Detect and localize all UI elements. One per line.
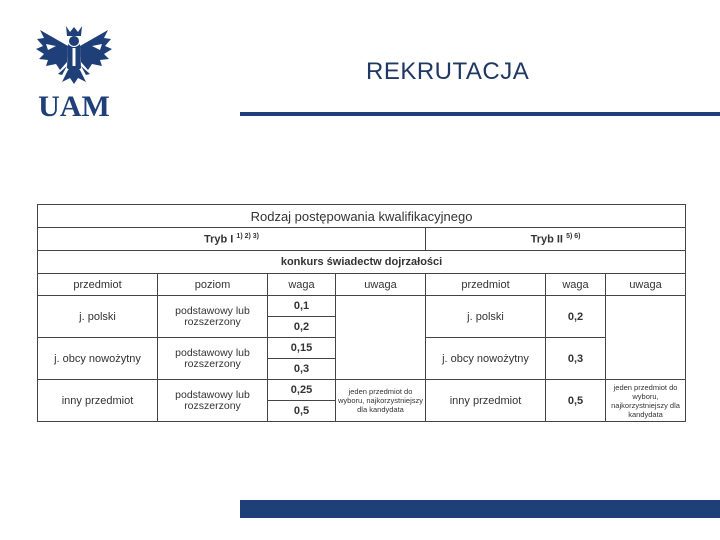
subject-cell-2: j. polski [426, 296, 546, 338]
weight-2: 0,3 [546, 338, 606, 380]
col-uwaga-2: uwaga [606, 274, 686, 296]
subject-cell-2: j. obcy nowożytny [426, 338, 546, 380]
konkurs-header: konkurs świadectw dojrzałości [38, 251, 686, 274]
tryb-2-label: Tryb II [530, 233, 563, 246]
subject-cell-2: inny przedmiot [426, 380, 546, 422]
col-poziom: poziom [158, 274, 268, 296]
tryb-1-label: Tryb I [204, 233, 234, 246]
level-cell: podstawowy lub rozszerzony [158, 338, 268, 380]
weight-basic: 0,15 [268, 338, 336, 359]
note-cell: jeden przedmiot do wyboru, najkorzystniejszy dla kandydata [336, 380, 426, 422]
note-cell-2: jeden przedmiot do wyboru, najkorzystniejszy dla kandydata [606, 380, 686, 422]
col-waga: waga [268, 274, 336, 296]
col-uwaga: uwaga [336, 274, 426, 296]
eagle-emblem-icon [34, 24, 114, 120]
col-przedmiot-2: przedmiot [426, 274, 546, 296]
tryb-2-footnotes: 5) 6) [566, 232, 581, 240]
tryb-2-header [426, 228, 686, 251]
subject-cell: j. polski [38, 296, 158, 338]
weight-basic: 0,1 [268, 296, 336, 317]
col-waga-2: waga [546, 274, 606, 296]
title-divider [240, 112, 720, 116]
uam-logo [34, 24, 114, 120]
note-cell-empty [336, 296, 426, 380]
subject-cell: inny przedmiot [38, 380, 158, 422]
logo-text: UAM [38, 90, 110, 120]
recruitment-table [37, 204, 686, 422]
table-title: Rodzaj postępowania kwalifikacyjnego [38, 205, 686, 228]
tryb-1-header [38, 228, 426, 251]
note-cell-2-empty [606, 296, 686, 380]
col-przedmiot: przedmiot [38, 274, 158, 296]
weight-2: 0,5 [546, 380, 606, 422]
level-cell: podstawowy lub rozszerzony [158, 380, 268, 422]
level-cell: podstawowy lub rozszerzony [158, 296, 268, 338]
weight-extended: 0,5 [268, 401, 336, 422]
subject-cell: j. obcy nowożytny [38, 338, 158, 380]
weight-extended: 0,2 [268, 317, 336, 338]
weight-2: 0,2 [546, 296, 606, 338]
weight-basic: 0,25 [268, 380, 336, 401]
weight-extended: 0,3 [268, 359, 336, 380]
footer-bar [240, 500, 720, 518]
tryb-1-footnotes: 1) 2) 3) [236, 232, 259, 240]
slide-title: REKRUTACJA [366, 58, 530, 85]
